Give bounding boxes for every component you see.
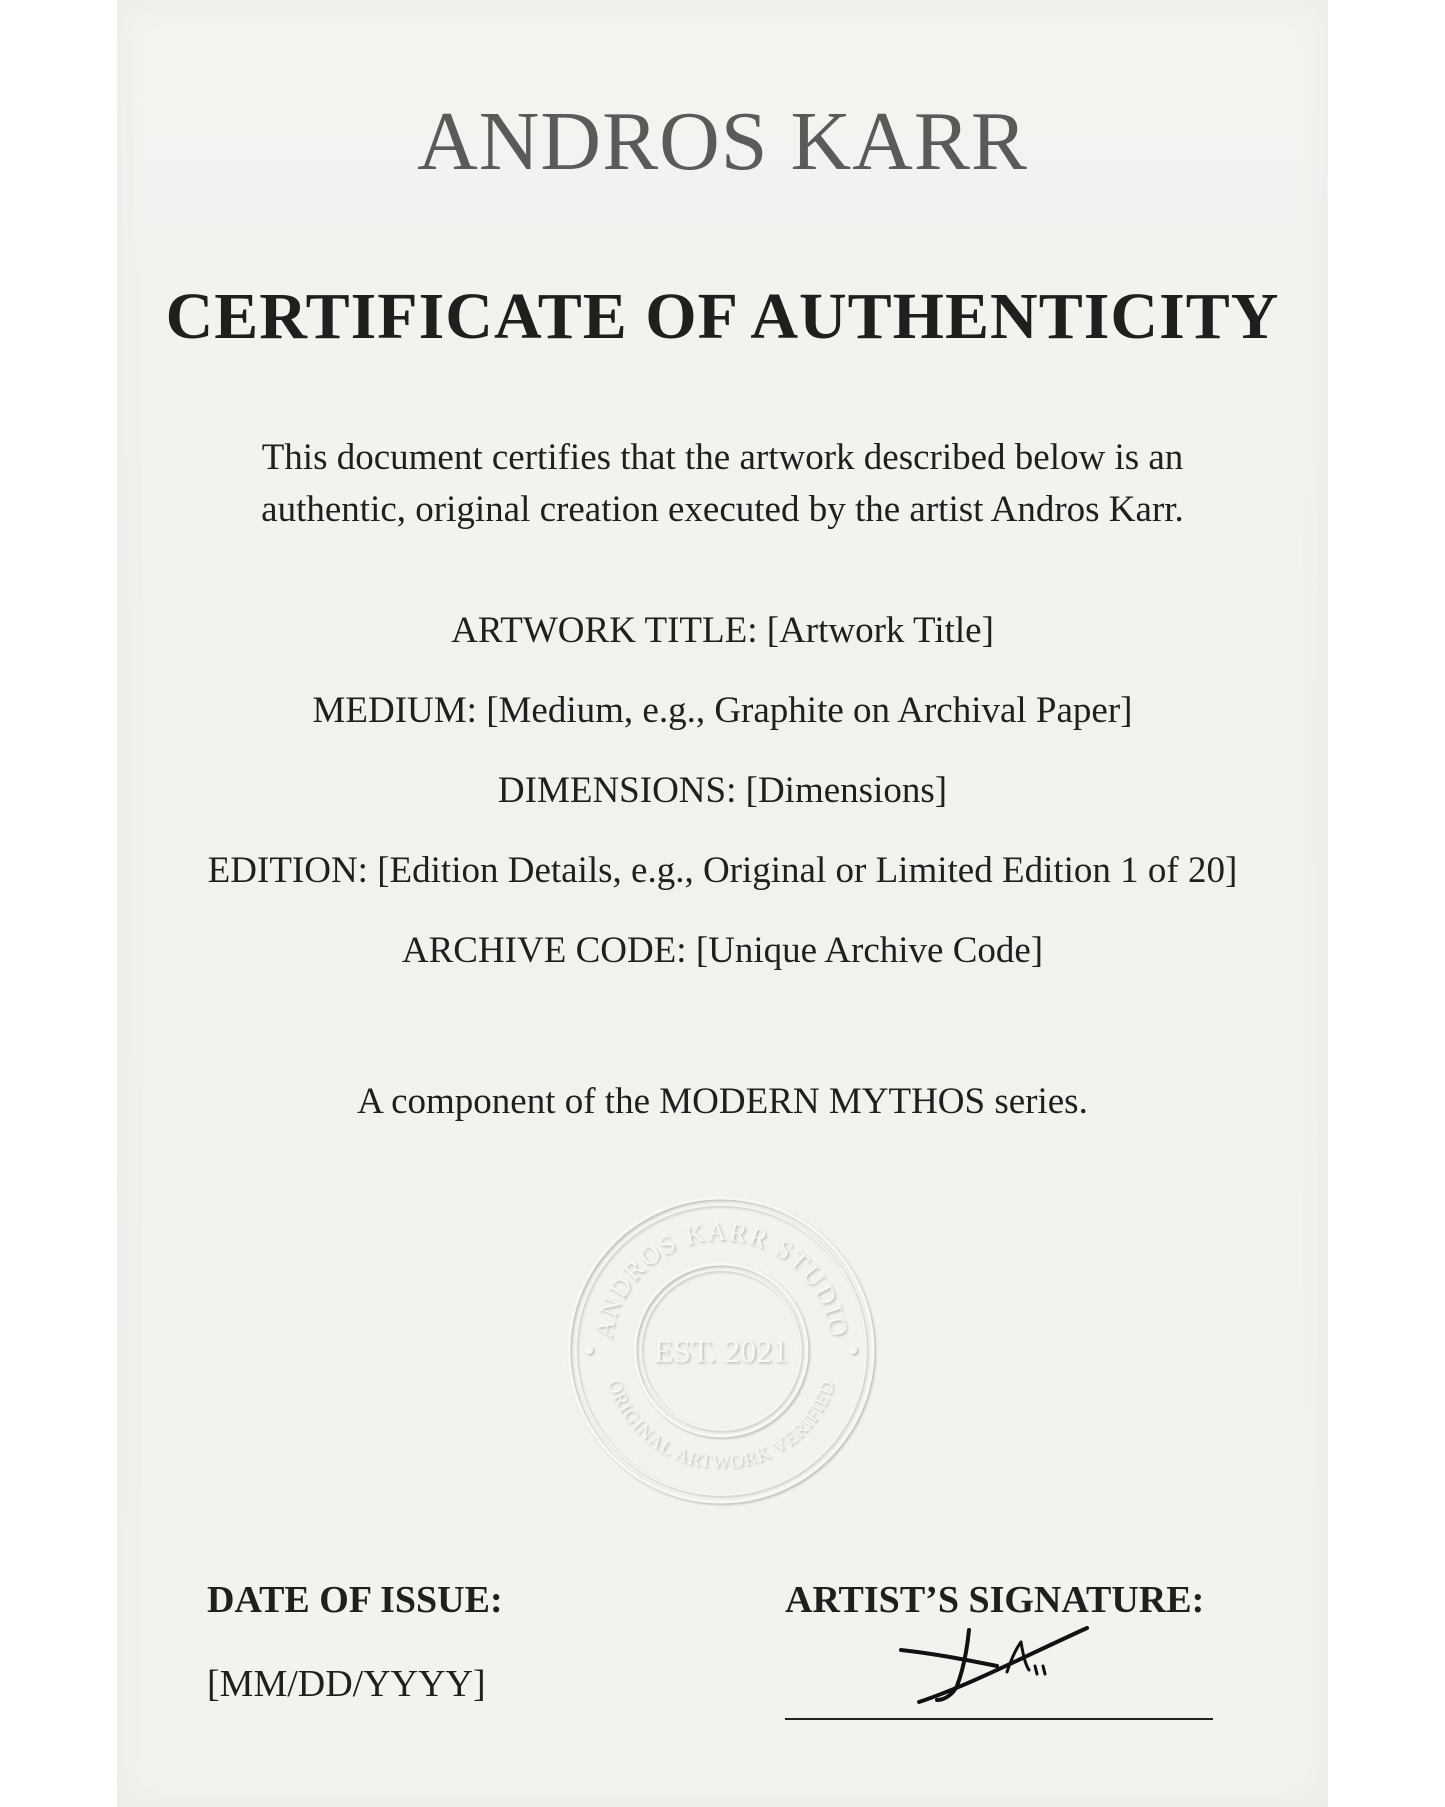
field-edition <box>117 848 1328 928</box>
handwritten-signature-icon <box>897 1620 1097 1710</box>
field-value: [Medium, e.g., Graphite on Archival Paper] <box>486 690 1133 731</box>
certificate-title: CERTIFICATE OF AUTHENTICITY <box>165 280 1280 353</box>
field-medium <box>117 688 1328 768</box>
seal-top-text: ANDROS KARR STUDIO <box>588 1216 854 1341</box>
certificate-paper <box>117 0 1328 1807</box>
intro-line: This document certifies that the artwork described below is an <box>261 437 1184 478</box>
artwork-details <box>117 608 1328 1008</box>
svg-text:ANDROS KARR STUDIO <box>588 1217 853 1340</box>
svg-text:ORIGINAL ARTWORK VERIFIED <box>602 1377 839 1473</box>
artist-signature-label: ARTIST’S SIGNATURE: <box>785 1579 1205 1621</box>
series-note: A component of the MODERN MYTHOS series. <box>357 1081 1088 1122</box>
field-artwork-title <box>117 608 1328 688</box>
date-of-issue-label: DATE OF ISSUE: <box>207 1579 503 1621</box>
date-of-issue-value: [MM/DD/YYYY] <box>207 1663 486 1705</box>
field-label: EDITION: <box>207 850 368 891</box>
artist-name: ANDROS KARR <box>417 95 1028 188</box>
signature-line <box>785 1718 1213 1720</box>
field-label: MEDIUM: <box>312 690 477 731</box>
embossed-seal-icon <box>561 1190 881 1510</box>
field-value: [Unique Archive Code] <box>695 930 1044 971</box>
seal-bottom-text: ORIGINAL ARTWORK VERIFIED <box>602 1376 840 1474</box>
field-value: [Edition Details, e.g., Original or Limited Edition 1 of 20] <box>377 850 1238 891</box>
intro-paragraph <box>117 432 1328 536</box>
field-value: [Artwork Title] <box>766 610 994 651</box>
field-archive-code <box>117 928 1328 1008</box>
field-label: ARTWORK TITLE: <box>451 610 758 651</box>
field-label: DIMENSIONS: <box>497 770 737 811</box>
seal-center-text: EST. 2021 <box>653 1333 789 1369</box>
field-label: ARCHIVE CODE: <box>401 930 687 971</box>
field-value: [Dimensions] <box>745 770 948 811</box>
intro-line: authentic, original creation executed by the artist Andros Karr. <box>261 489 1184 530</box>
field-dimensions <box>117 768 1328 848</box>
